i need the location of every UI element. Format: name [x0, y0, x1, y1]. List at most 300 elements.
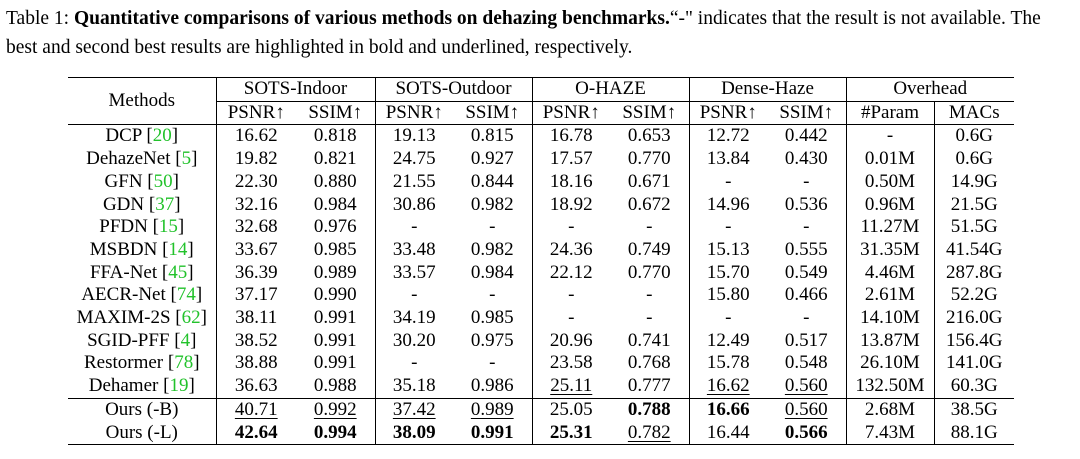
cell-value: 0.991: [470, 421, 514, 443]
cell-value: 0.992: [313, 398, 357, 420]
cell-value: 0.741: [627, 329, 671, 351]
cell-value: 52.2G: [950, 284, 998, 306]
table-cell: [934, 284, 1014, 307]
cell-value: -: [489, 352, 496, 374]
table-cell: [296, 216, 375, 239]
method-label: PFDN: [99, 216, 148, 238]
table-cell: [689, 239, 767, 262]
table-cell: [934, 171, 1014, 194]
citation-link[interactable]: 14: [168, 238, 188, 260]
table-cell: [767, 216, 846, 239]
cell-value: -: [489, 216, 496, 238]
cell-value: 16.44: [706, 421, 750, 443]
cell-value: 16.78: [549, 125, 593, 147]
method-name: GDN [37]: [102, 193, 181, 215]
table-row: [68, 148, 1014, 171]
table-row: [68, 307, 1014, 330]
table-cell: [767, 125, 846, 148]
table-cell: [610, 307, 689, 330]
method-name: FFA-Net [45]: [89, 261, 194, 283]
cell-value: -: [646, 216, 653, 238]
method-name: [68, 422, 216, 445]
table-cell: [216, 125, 296, 148]
cell-value: -: [725, 216, 732, 238]
cell-value: -: [803, 307, 810, 329]
table-cell: [216, 352, 296, 375]
cell-value: -: [646, 284, 653, 306]
table-cell: [216, 375, 296, 398]
table-row: [68, 216, 1014, 239]
table-cell: [846, 148, 934, 171]
table-cell: [375, 352, 453, 375]
table-cell: [934, 352, 1014, 375]
cell-value: 32.16: [234, 193, 278, 215]
table-cell: [375, 375, 453, 398]
table-cell: [767, 262, 846, 285]
cell-value: -: [568, 284, 575, 306]
cell-value: 0.555: [784, 238, 828, 260]
citation-link[interactable]: 19: [169, 375, 189, 397]
table-cell: [934, 216, 1014, 239]
group-header: Dense-Haze: [689, 78, 846, 102]
cell-value: 0.989: [470, 398, 514, 420]
table-cell: [689, 398, 767, 421]
cell-value: 0.975: [470, 329, 514, 351]
cell-value: 35.18: [392, 375, 436, 397]
cell-value: -: [725, 170, 732, 192]
table-cell: [610, 398, 689, 421]
cell-value: 0.991: [313, 352, 357, 374]
table-cell: [296, 398, 375, 421]
cell-value: 0.782: [627, 421, 671, 443]
cell-value: 15.78: [706, 352, 750, 374]
cell-value: 0.466: [784, 284, 828, 306]
table-cell: [532, 375, 610, 398]
cell-value: 7.43M: [864, 421, 916, 443]
cell-value: 34.19: [392, 307, 436, 329]
table-cell: [934, 375, 1014, 398]
cell-value: 31.35M: [860, 238, 920, 260]
citation-link[interactable]: 5: [181, 148, 192, 170]
table-cell: [532, 352, 610, 375]
cell-value: 24.75: [392, 148, 436, 170]
group-header: SOTS-Indoor: [216, 78, 375, 102]
cell-value: 0.880: [313, 170, 357, 192]
table-cell: [532, 148, 610, 171]
cell-value: -: [803, 170, 810, 192]
cell-value: 0.50M: [864, 170, 916, 192]
table-cell: [689, 194, 767, 217]
table-cell: [767, 148, 846, 171]
table-cell: [296, 352, 375, 375]
citation-link[interactable]: 50: [153, 170, 173, 192]
cell-value: 0.991: [313, 307, 357, 329]
cell-value: -: [725, 307, 732, 329]
table-cell: [689, 148, 767, 171]
cell-value: 37.17: [234, 284, 278, 306]
cell-value: 15.80: [706, 284, 750, 306]
table-cell: [934, 262, 1014, 285]
cell-value: 0.844: [470, 170, 514, 192]
cell-value: 0.6G: [955, 148, 993, 170]
table-cell: [453, 171, 532, 194]
table-cell: [689, 216, 767, 239]
cell-value: 0.770: [627, 261, 671, 283]
method-name: GFN [50]: [104, 170, 179, 192]
citation-link[interactable]: 20: [152, 125, 172, 147]
cell-value: 0.984: [313, 193, 357, 215]
table-cell: [453, 194, 532, 217]
cell-value: 0.982: [470, 193, 514, 215]
cell-value: 11.27M: [860, 216, 920, 238]
table-cell: [846, 262, 934, 285]
results-table: [68, 77, 1014, 445]
group-header: O-HAZE: [532, 78, 689, 102]
table-row: [68, 330, 1014, 353]
cell-value: 16.66: [706, 398, 750, 420]
table-cell: [296, 375, 375, 398]
table-cell: [216, 330, 296, 353]
cell-value: -: [803, 216, 810, 238]
method-label: Dehamer: [88, 375, 159, 397]
method-label: DehazeNet: [86, 148, 171, 170]
cell-value: 36.39: [234, 261, 278, 283]
table-cell: [296, 284, 375, 307]
column-header: PSNR↑: [689, 101, 767, 125]
table-cell: [767, 284, 846, 307]
cell-value: 0.768: [627, 352, 671, 374]
table-cell: [216, 148, 296, 171]
table-cell: [375, 330, 453, 353]
table-cell: [610, 375, 689, 398]
cell-value: 0.927: [470, 148, 514, 170]
cell-value: 0.991: [313, 329, 357, 351]
cell-value: 22.12: [549, 261, 593, 283]
method-label: AECR-Net: [81, 284, 166, 306]
table-cell: [934, 239, 1014, 262]
cell-value: 36.63: [234, 375, 278, 397]
table-cell: [610, 125, 689, 148]
cell-value: 0.990: [313, 284, 357, 306]
table-row: [68, 239, 1014, 262]
citation-link[interactable]: 74: [176, 284, 196, 306]
cell-value: 132.50M: [855, 375, 925, 397]
cell-value: 33.48: [392, 238, 436, 260]
cell-value: 0.985: [470, 307, 514, 329]
table-cell: [453, 330, 532, 353]
cell-value: 21.55: [392, 170, 436, 192]
column-header: PSNR↑: [375, 101, 453, 125]
table-cell: [216, 307, 296, 330]
cell-value: 16.62: [234, 125, 278, 147]
cell-value: 0.982: [470, 238, 514, 260]
cell-value: -: [568, 307, 575, 329]
cell-value: 0.671: [627, 170, 671, 192]
table-cell: [532, 216, 610, 239]
table-row: [68, 194, 1014, 217]
table-cell: [934, 148, 1014, 171]
cell-value: 26.10M: [860, 352, 920, 374]
group-header: Overhead: [846, 78, 1014, 102]
column-header: PSNR↑: [216, 101, 296, 125]
caption-label: Table 1:: [6, 8, 74, 29]
citation-link[interactable]: 37: [155, 193, 175, 215]
table-cell: [610, 262, 689, 285]
citation-link[interactable]: 78: [174, 352, 194, 374]
method-name: DCP [20]: [68, 125, 216, 148]
table-cell: [216, 262, 296, 285]
cell-value: 14.9G: [950, 170, 998, 192]
table-cell: [532, 330, 610, 353]
cell-value: 13.84: [706, 148, 750, 170]
method-label: DCP: [105, 125, 142, 147]
table-cell: [375, 262, 453, 285]
table-cell: [767, 375, 846, 398]
table-cell: [375, 284, 453, 307]
group-header: SOTS-Outdoor: [375, 78, 532, 102]
citation-link[interactable]: 45: [168, 261, 188, 283]
table-cell: [296, 307, 375, 330]
table-cell: [689, 422, 767, 445]
table-cell: [767, 352, 846, 375]
column-header: PSNR↑: [532, 101, 610, 125]
cell-value: 0.672: [627, 193, 671, 215]
table-cell: [296, 330, 375, 353]
table-cell: [846, 125, 934, 148]
table-cell: [846, 216, 934, 239]
table-cell: [296, 239, 375, 262]
table-cell: [934, 125, 1014, 148]
column-header: MACs: [934, 101, 1014, 125]
cell-value: 0.430: [784, 148, 828, 170]
cell-value: 2.68M: [864, 398, 916, 420]
cell-value: 25.11: [550, 375, 593, 397]
table-cell: [689, 330, 767, 353]
table-cell: [216, 171, 296, 194]
cell-value: 0.442: [784, 125, 828, 147]
table-cell: [846, 307, 934, 330]
cell-value: 14.96: [706, 193, 750, 215]
table-row: [68, 171, 1014, 194]
method-name: SGID-PFF [4]: [87, 329, 197, 351]
table-cell: [453, 125, 532, 148]
cell-value: 33.67: [234, 238, 278, 260]
method-label: FFA-Net: [89, 261, 158, 283]
cell-value: 15.70: [706, 261, 750, 283]
table-cell: [610, 284, 689, 307]
table-cell: [846, 239, 934, 262]
cell-value: 20.96: [549, 329, 593, 351]
table-cell: [934, 330, 1014, 353]
table-cell: [453, 239, 532, 262]
table-cell: [610, 194, 689, 217]
table-cell: [375, 194, 453, 217]
table-cell: [934, 307, 1014, 330]
column-header: SSIM↑: [622, 101, 677, 123]
method-name: [68, 398, 216, 421]
column-header: #Param: [846, 101, 934, 125]
table-cell: [610, 330, 689, 353]
method-label: GDN: [102, 193, 145, 215]
cell-value: 0.821: [313, 148, 357, 170]
table-cell: [216, 216, 296, 239]
cell-value: 0.6G: [955, 125, 993, 147]
table-cell: [846, 398, 934, 421]
cell-value: 0.549: [784, 261, 828, 283]
table-cell: [375, 125, 453, 148]
cell-value: 21.5G: [950, 193, 998, 215]
cell-value: 17.57: [549, 148, 593, 170]
table-cell: [846, 330, 934, 353]
cell-value: 60.3G: [950, 375, 998, 397]
cell-value: 0.994: [313, 421, 357, 443]
cell-value: 0.986: [470, 375, 514, 397]
cell-value: 287.8G: [946, 261, 1003, 283]
cell-value: 25.05: [549, 398, 593, 420]
table-cell: [375, 171, 453, 194]
cell-value: 0.653: [627, 125, 671, 147]
table-cell: [375, 398, 453, 421]
cell-value: 0.548: [784, 352, 828, 374]
caption-text: “-" indicates that the result is not available. The best and second best results are highlighted in bold and underlined, respectively.: [6, 8, 1041, 58]
method-label: SGID-PFF: [87, 329, 170, 351]
table-cell: [216, 194, 296, 217]
cell-value: 38.52: [234, 329, 278, 351]
cell-value: 51.5G: [950, 216, 998, 238]
cell-value: 0.815: [470, 125, 514, 147]
cell-value: 19.82: [234, 148, 278, 170]
table-cell: [767, 239, 846, 262]
cell-value: 0.985: [313, 238, 357, 260]
method-label: Ours (-B): [105, 398, 179, 420]
cell-value: 38.09: [392, 421, 436, 443]
cell-value: 0.777: [627, 375, 671, 397]
citation-link[interactable]: 15: [158, 216, 178, 238]
method-label: GFN: [104, 170, 143, 192]
method-label: Restormer: [83, 352, 164, 374]
cell-value: 30.86: [392, 193, 436, 215]
table-cell: [375, 307, 453, 330]
cell-value: 13.87M: [860, 329, 920, 351]
cell-value: 33.57: [392, 261, 436, 283]
table-cell: [216, 239, 296, 262]
cell-value: 42.64: [234, 421, 278, 443]
table-cell: [453, 262, 532, 285]
table-cell: [767, 422, 846, 445]
cell-value: 22.30: [234, 170, 278, 192]
table-cell: [767, 194, 846, 217]
cell-value: 0.976: [313, 216, 357, 238]
cell-value: -: [489, 284, 496, 306]
table-cell: [846, 284, 934, 307]
table-cell: [846, 194, 934, 217]
method-name: Dehamer [19]: [88, 375, 195, 397]
cell-value: 30.20: [392, 329, 436, 351]
cell-value: 40.71: [234, 398, 278, 420]
table-cell: [532, 171, 610, 194]
cell-value: 0.749: [627, 238, 671, 260]
cell-value: 23.58: [549, 352, 593, 374]
table-cell: [532, 194, 610, 217]
cell-value: 88.1G: [950, 421, 998, 443]
cell-value: 14.10M: [860, 307, 920, 329]
cell-value: 0.988: [313, 375, 357, 397]
table-cell: [296, 194, 375, 217]
table-cell: [767, 398, 846, 421]
table-row: [68, 125, 1014, 148]
cell-value: 37.42: [392, 398, 436, 420]
method-name: PFDN [15]: [99, 216, 185, 238]
cell-value: -: [886, 125, 894, 147]
table-cell: [689, 307, 767, 330]
method-label: MAXIM-2S: [76, 307, 171, 329]
table-cell: [846, 422, 934, 445]
table-cell: [689, 375, 767, 398]
cell-value: 25.31: [549, 421, 593, 443]
methods-header: Methods: [68, 78, 216, 125]
table-cell: [296, 262, 375, 285]
table-cell: [296, 171, 375, 194]
table-cell: [375, 148, 453, 171]
table-cell: [689, 262, 767, 285]
citation-link[interactable]: 62: [181, 307, 201, 329]
table-cell: [453, 352, 532, 375]
cell-value: 216.0G: [946, 307, 1003, 329]
table-cell: [934, 194, 1014, 217]
cell-value: 38.5G: [950, 398, 998, 420]
method-name: AECR-Net [74]: [81, 284, 203, 306]
cell-value: 19.13: [392, 125, 436, 147]
table-cell: [846, 171, 934, 194]
table-cell: [689, 284, 767, 307]
cell-value: 4.46M: [864, 261, 916, 283]
method-label: Ours (-L): [105, 421, 178, 443]
cell-value: 141.0G: [946, 352, 1003, 374]
cell-value: 0.536: [784, 193, 828, 215]
table-cell: [610, 352, 689, 375]
table-cell: [610, 171, 689, 194]
table-row: [68, 398, 1014, 421]
table-cell: [216, 284, 296, 307]
table-row: [68, 352, 1014, 375]
cell-value: 15.13: [706, 238, 750, 260]
table-cell: [532, 239, 610, 262]
table-cell: [689, 171, 767, 194]
cell-value: 38.88: [234, 352, 278, 374]
method-name: DehazeNet [5]: [86, 148, 198, 170]
cell-value: -: [568, 216, 575, 238]
cell-value: 18.16: [549, 170, 593, 192]
table-cell: [375, 239, 453, 262]
table-cell: [532, 125, 610, 148]
table-caption: [6, 4, 1076, 62]
cell-value: 18.92: [549, 193, 593, 215]
table-cell: [610, 216, 689, 239]
citation-link[interactable]: 4: [180, 329, 191, 351]
table-row: [68, 262, 1014, 285]
column-header: SSIM↑: [308, 101, 363, 123]
table-cell: [453, 216, 532, 239]
table-cell: [375, 216, 453, 239]
table-cell: [216, 422, 296, 445]
table-cell: [296, 125, 375, 148]
table-row: [68, 422, 1014, 445]
cell-value: -: [411, 216, 418, 238]
table-cell: [453, 307, 532, 330]
table-cell: [689, 125, 767, 148]
table-cell: [532, 307, 610, 330]
column-header: SSIM↑: [779, 101, 834, 123]
